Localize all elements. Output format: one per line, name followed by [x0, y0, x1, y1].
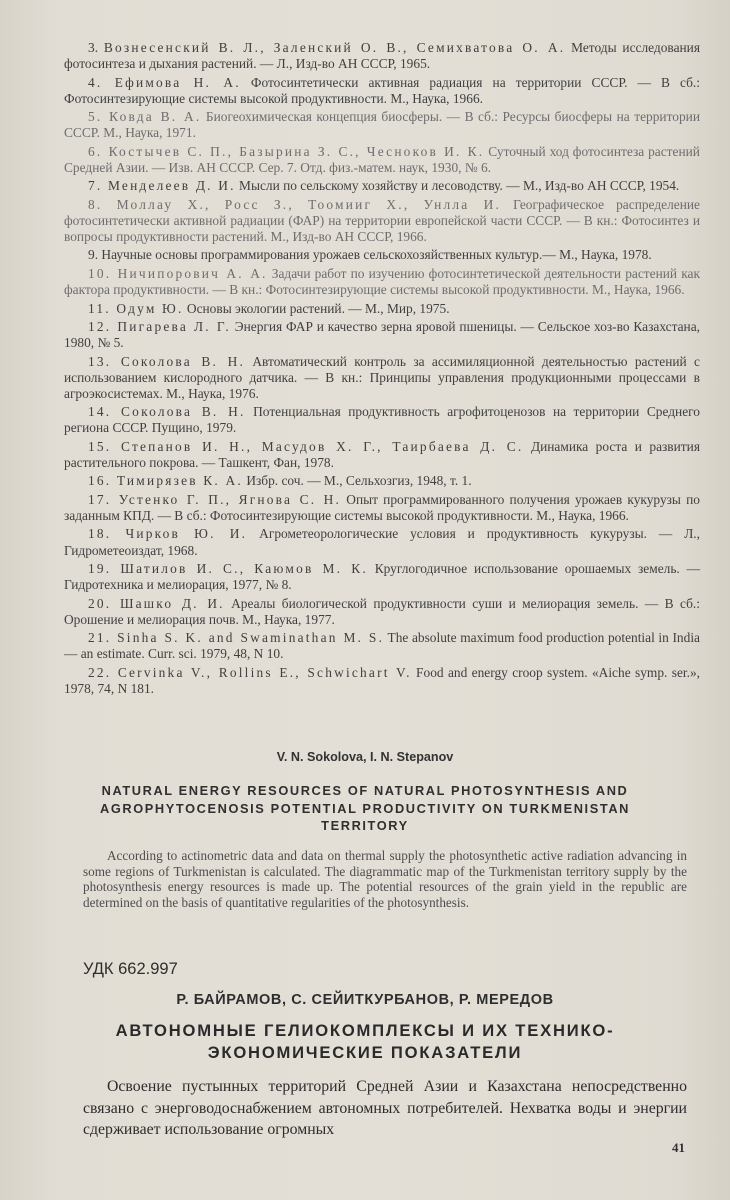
reference-item	[64, 630, 700, 662]
reference-item	[64, 247, 700, 263]
reference-item	[64, 178, 700, 194]
reference-text: The absolute maximum food production potential in India — an estimate. Curr. sci. 1979, 48, N 10.	[64, 630, 700, 662]
reference-author: 12. Пигарева Л. Г.	[88, 319, 231, 335]
reference-author: Вознесенский В. Л., Заленский О. В., Семихватова О. А.	[103, 40, 566, 55]
reference-item	[64, 596, 700, 628]
reference-item	[64, 404, 700, 436]
reference-text: Food and energy croop system. «Aiche symp. ser.», 1978, 74, N 181.	[64, 664, 700, 696]
reference-text: Научные основы программирования урожаев сельскохозяйственных культур.— М., Наука, 1978.	[101, 247, 652, 263]
reference-author: 15. Степанов И. Н., Масудов Х. Г., Таирбаева Д. С.	[88, 438, 524, 454]
reference-author: 7. Менделеев Д. И.	[88, 178, 236, 194]
reference-author: 6. Костычев С. П., Базырина З. С., Чесноков И. К.	[88, 143, 485, 159]
page-number: 41	[672, 1140, 685, 1155]
reference-author: 16. Тимирязев К. А.	[88, 473, 243, 489]
english-summary-title: NATURAL ENERGY RESOURCES OF NATURAL PHOTOSYNTHESIS AND AGROPHYTOCENOSIS POTENTIAL PRODUCTIVITY ON TURKMENISTAN TERRITORY	[100, 783, 630, 833]
reference-author: 18. Чирков Ю. И.	[88, 526, 248, 542]
udk-code: УДК 662.997	[83, 960, 178, 978]
reference-item	[64, 561, 700, 593]
reference-text: Избр. соч. — М., Сельхозгиз, 1948, т. 1.	[246, 473, 472, 489]
reference-item	[64, 665, 700, 697]
reference-author: 14. Соколова В. Н.	[88, 404, 246, 420]
reference-author: 22. Cervinka V., Rollins E., Schwichart V.	[88, 664, 412, 680]
reference-author: 19. Шатилов И. С., Каюмов М. К.	[88, 561, 368, 577]
reference-text: Агрометеорологические условия и продуктивность кукурузы. — Л., Гидрометеоиздат, 1968.	[64, 526, 700, 558]
english-summary-authors: V. N. Sokolova, I. N. Stepanov	[276, 750, 454, 764]
reference-author: 4. Ефимова Н. А.	[88, 74, 241, 90]
reference-text: Круглогодичное использование орошаемых земель. — Гидротехника и мелиорация, 1977, № 8.	[64, 561, 700, 593]
reference-text: Энергия ФАР и качество зерна яровой пшеницы. — Сельское хоз-во Казахстана, 1980, № 5.	[64, 319, 701, 351]
reference-item	[64, 197, 700, 245]
reference-text: Биогеохимическая концепция биосферы. — В сб.: Ресурсы биосферы на территории СССР. М., Наука, 1971.	[64, 109, 700, 141]
reference-text: Мысли по сельскому хозяйству и лесоводству. — М., Изд-во АН СССР, 1954.	[239, 178, 680, 194]
article-title: АВТОНОМНЫЕ ГЕЛИОКОМПЛЕКСЫ И ИХ ТЕХНИКО-ЭКОНОМИЧЕСКИЕ ПОКАЗАТЕЛИ	[115, 1021, 615, 1062]
reference-text: Опыт программированного получения урожаев кукурузы по заданным КПД. — В сб.: Фотосинтезирующие системы высокой продуктивности. М., Наука, 1966.	[64, 491, 700, 523]
reference-text: Автоматический контроль за ассимиляционной деятельностью растений с использованием кислородного датчика. — В кн.: Принципы управления продукционными процессами в агроэкосистемах. М., Наука, 1976.	[64, 353, 700, 401]
reference-text: Основы экологии растений. — М., Мир, 1975.	[186, 300, 450, 316]
reference-text: Методы исследования фотосинтеза и дыхания растений. — Л., Изд-во АН СССР, 1965.	[64, 40, 701, 72]
reference-author: 21. Sinha S. K. and Swaminathan M. S.	[88, 630, 385, 646]
reference-author: 10. Ничипорович А. А.	[88, 265, 268, 281]
reference-text: Суточный ход фотосинтеза растений Средней Азии. — Изв. АН СССР. Сер. 7. Отд. физ.-матем. наук, 1930, № 6.	[64, 143, 700, 175]
reference-item	[64, 526, 700, 558]
reference-item	[64, 473, 700, 489]
reference-list	[64, 40, 700, 699]
reference-item	[64, 439, 700, 471]
reference-item	[64, 109, 700, 141]
reference-item	[64, 144, 700, 176]
reference-text: Задачи работ по изучению фотосинтетической деятельности растений как фактора продуктивности. — В кн.: Фотосинтезирующие системы высокой продуктивности. М., Наука, 1966.	[64, 265, 700, 298]
reference-item: 3. Вознесенский В. Л., Заленский О. В., Семихватова О. А. Методы исследования фотосинтеза и дыхания растений. — Л., Изд-во АН СССР, 1965.	[64, 40, 701, 72]
reference-item	[64, 319, 700, 351]
reference-author: 17. Устенко Г. П., Ягнова С. Н.	[88, 491, 342, 507]
reference-text: Фотосинтетически активная радиация на территории СССР. — В сб.: Фотосинтезирующие системы высокой продуктивности. М., Наука, 1966.	[64, 74, 700, 106]
english-summary-abstract: According to actinometric data and data on thermal supply the photosynthetic active radiation advancing in some regions of Turkmenistan is calculated. The diagrammatic map of the Turkmenistan territory supply by the photosynthesis energy resources is made up. The potential resources of the grain yield in the republic are determined on the basis of quantitative regularities of the photosynthesis.	[83, 848, 687, 910]
reference-item	[64, 266, 700, 298]
reference-author: 11. Одум Ю.	[88, 300, 184, 316]
reference-item	[64, 354, 700, 402]
reference-text: Ареалы биологической продуктивности суши и мелиорация земель. — В сб.: Орошение и мелиорация почв. М., Наука, 1977.	[64, 595, 700, 627]
reference-text: Географическое распределение фотосинтетически активной радиации (ФАР) на территории европейской части СССР. — В кн.: Фотосинтез и вопросы продуктивности растений. М., Изд-во АН СССР, 1966.	[64, 196, 700, 244]
reference-author: 5. Ковда В. А.	[88, 109, 202, 125]
reference-author: 8. Моллау Х., Росс З., Тоомииг Х., Унлла И.	[88, 196, 502, 212]
reference-author: 20. Шашко Д. И.	[88, 595, 225, 611]
reference-author: 9.	[88, 247, 99, 263]
article-body: Освоение пустынных территорий Средней Азии и Казахстана непосредственно связано с энерговодоснабжением автономных потребителей. Нехватка воды и энергии сдерживает использование огромных	[83, 1078, 687, 1139]
reference-author: 13. Соколова В. Н.	[88, 353, 246, 369]
article-authors: Р. БАЙРАМОВ, С. СЕЙИТКУРБАНОВ, Р. МЕРЕДОВ	[176, 992, 554, 1008]
reference-text: Потенциальная продуктивность агрофитоценозов на территории Среднего региона СССР. Пущино, 1979.	[64, 404, 700, 436]
reference-item	[64, 75, 700, 107]
reference-text: Динамика роста и развития растительного покрова. — Ташкент, Фан, 1978.	[64, 438, 700, 470]
reference-item	[64, 492, 700, 524]
reference-item	[64, 301, 700, 317]
